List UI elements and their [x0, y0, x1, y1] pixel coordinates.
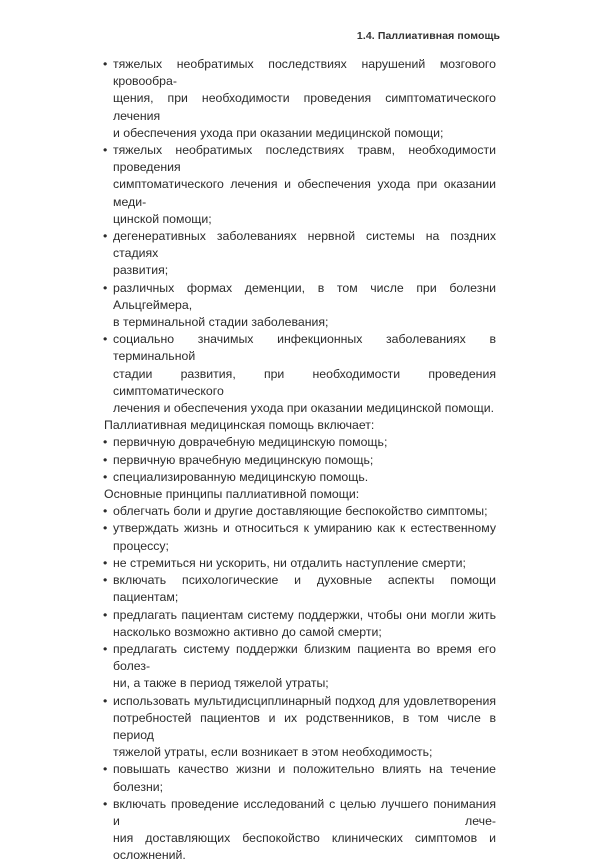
list-item-line: включать психологические и духовные аспекты помощи пациентам; — [113, 573, 496, 605]
list-item-line: не стремиться ни ускорить, ни отдалить наступление смерти; — [113, 555, 466, 570]
bullet-marker: • — [103, 57, 108, 71]
principles-list — [104, 503, 496, 864]
list-item — [104, 434, 496, 451]
list-item-line: облегчать боли и другие доставляющие беспокойство симптомы; — [113, 504, 488, 519]
list-item-line: тяжелой утраты, если возникает в этом необходимость; — [113, 745, 433, 760]
bullet-marker: • — [103, 555, 108, 570]
bullet-marker: • — [103, 573, 108, 588]
list-item-line: насколько возможно активно до самой смерти; — [113, 624, 382, 639]
list-item — [104, 142, 496, 228]
list-item — [104, 228, 496, 280]
list-item-line: первичную доврачебную медицинскую помощь; — [113, 435, 388, 450]
list-item-line: и обеспечения ухода при оказании медицинской помощи; — [113, 125, 444, 140]
list-item-line: цинской помощи; — [113, 211, 212, 226]
care-types-list — [104, 434, 496, 486]
list-item — [104, 503, 496, 520]
bullet-marker: • — [103, 762, 108, 777]
list-item — [104, 641, 496, 693]
list-item-line: лечения и обеспечения ухода при оказании медицинской помощи. — [113, 401, 494, 416]
list-item-line: развития; — [113, 263, 169, 278]
bullet-marker: • — [103, 504, 108, 519]
list-item-line: включать проведение исследований с целью лучшего понимания и лече- — [113, 796, 496, 828]
bullet-marker: • — [103, 521, 108, 536]
list-item-line: первичную врачебную медицинскую помощь; — [113, 452, 374, 467]
list-item-line: предлагать пациентам систему поддержки, чтобы они могли жить — [113, 607, 496, 622]
intro-paragraph-includes: Паллиативная медицинская помощь включает: — [104, 418, 375, 433]
list-item — [104, 56, 496, 142]
bullet-marker: • — [103, 641, 108, 656]
bullet-marker: • — [103, 143, 108, 158]
list-item-line: щения, при необходимости проведения симптоматического лечения — [113, 91, 496, 123]
list-item — [104, 452, 496, 469]
list-item-line: использовать мультидисциплинарный подход для удовлетворения — [113, 693, 496, 708]
list-item — [104, 555, 496, 572]
list-item — [104, 693, 496, 762]
list-item-line: ни, а также в период тяжелой утраты; — [113, 676, 329, 691]
list-item — [104, 331, 496, 417]
bullet-marker: • — [103, 469, 108, 484]
list-item — [104, 607, 496, 641]
list-item — [104, 761, 496, 795]
bullet-marker: • — [103, 452, 108, 467]
list-item-line: процессу; — [113, 538, 169, 553]
list-item-line: утверждать жизнь и относиться к умиранию как к естественному — [113, 521, 496, 536]
bullet-marker: • — [103, 280, 108, 295]
list-item-line: в терминальной стадии заболевания; — [113, 315, 329, 330]
list-item-line: потребностей пациентов и их родственников, в том числе в период — [113, 710, 496, 742]
list-item — [104, 469, 496, 486]
list-item-line: специализированную медицинскую помощь. — [113, 469, 369, 484]
bullet-marker: • — [103, 796, 108, 811]
list-item — [104, 280, 496, 332]
running-head: 1.4. Паллиативная помощь — [356, 30, 500, 42]
list-item-line: социально значимых инфекционных заболеваниях в терминальной — [113, 332, 496, 364]
list-item-line: тяжелых необратимых последствиях нарушений мозгового кровообра- — [113, 57, 496, 89]
list-item-line: тяжелых необратимых последствиях травм, необходимости проведения — [113, 143, 496, 175]
list-item-line: ния доставляющих беспокойство клинических симптомов и осложнений. — [113, 831, 496, 863]
bullet-marker: • — [103, 435, 108, 450]
list-item-line: стадии развития, при необходимости проведения симптоматического — [113, 366, 496, 398]
body-text — [104, 56, 496, 865]
bullet-marker: • — [103, 607, 108, 622]
list-item-line: предлагать систему поддержки близким пациента во время его болез- — [113, 641, 496, 674]
list-item — [104, 796, 496, 865]
list-item — [104, 520, 496, 554]
bullet-marker: • — [103, 693, 108, 708]
bullet-marker: • — [103, 332, 108, 347]
intro-paragraph-principles: Основные принципы паллиативной помощи: — [104, 487, 360, 502]
conditions-list — [104, 56, 496, 417]
list-item-line: различных формах деменции, в том числе при болезни Альцгеймера, — [113, 280, 496, 312]
list-item-line: повышать качество жизни и положительно влиять на течение болезни; — [113, 762, 496, 794]
list-item — [104, 572, 496, 606]
list-item-line: дегенеративных заболеваниях нервной системы на поздних стадиях — [113, 229, 496, 261]
bullet-marker: • — [103, 229, 108, 244]
list-item-line: симптоматического лечения и обеспечения ухода при оказании меди- — [113, 177, 496, 209]
